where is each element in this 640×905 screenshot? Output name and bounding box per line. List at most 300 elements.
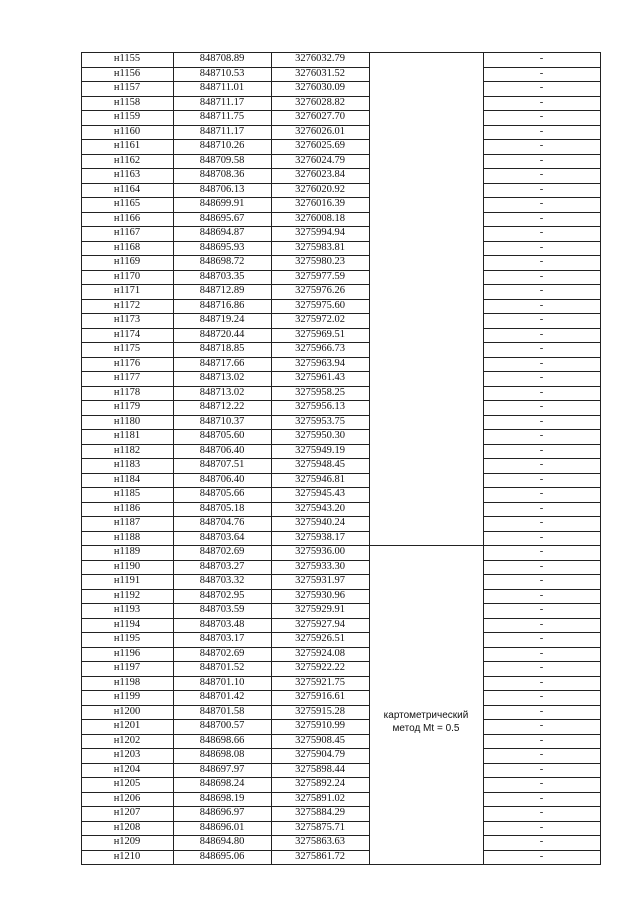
coord-x: 848704.76: [199, 517, 245, 528]
accuracy-note: -: [539, 502, 544, 514]
row-divider: [483, 96, 601, 97]
table-row: [81, 777, 600, 792]
accuracy-note: -: [539, 691, 544, 702]
coord-x: 848703.64: [199, 531, 245, 543]
coord-y: 3275929.91: [295, 604, 345, 615]
coord-x: 848717.66: [199, 357, 245, 369]
accuracy-note: -: [539, 763, 544, 775]
coord-x: 848711.17: [199, 125, 245, 137]
point-id: н1168: [113, 241, 141, 253]
accuracy-note: -: [539, 401, 544, 412]
table-row: [81, 806, 600, 821]
point-id: н1163: [113, 169, 141, 180]
row-divider: [483, 531, 601, 532]
row-divider: [483, 618, 601, 619]
table-row: [81, 618, 600, 633]
coord-x: 848711.01: [199, 82, 245, 93]
table-row: [81, 734, 600, 749]
coord-y: 3275963.94: [295, 357, 345, 369]
coord-y: 3275910.99: [295, 720, 345, 731]
point-id: н1166: [113, 212, 141, 224]
accuracy-note: -: [539, 850, 544, 862]
row-divider: [81, 560, 370, 561]
merged-cell-border: [369, 864, 484, 865]
column-divider: [369, 52, 370, 864]
point-id: н1197: [113, 662, 141, 673]
table-row: [81, 415, 600, 430]
point-id: н1177: [113, 372, 141, 383]
table-row: [81, 473, 600, 488]
accuracy-note: -: [539, 154, 544, 166]
row-divider: [483, 415, 601, 416]
coord-y: 3275933.30: [295, 560, 345, 572]
accuracy-note: -: [539, 560, 544, 572]
coord-y: 3276020.92: [295, 183, 345, 195]
coord-y: 3275892.24: [295, 778, 345, 789]
row-divider: [81, 777, 370, 778]
table-row: [81, 661, 600, 676]
row-divider: [81, 125, 370, 126]
table-row: [81, 560, 600, 575]
point-id: н1155: [113, 53, 141, 64]
coord-y: 3275977.59: [295, 270, 345, 282]
point-id: н1173: [113, 314, 141, 325]
point-id: н1170: [113, 270, 141, 282]
row-divider: [81, 516, 370, 517]
coord-y: 3275958.25: [295, 386, 345, 398]
row-divider: [483, 255, 601, 256]
table-row: [81, 632, 600, 647]
table-row: [81, 139, 600, 154]
point-id: н1160: [113, 125, 141, 137]
coord-y: 3275863.63: [295, 836, 345, 847]
table-row: [81, 676, 600, 691]
table-row: [81, 487, 600, 502]
coord-x: 848696.97: [199, 807, 245, 818]
accuracy-note: -: [539, 111, 544, 122]
row-divider: [483, 400, 601, 401]
row-divider: [81, 603, 370, 604]
table-row: [81, 705, 600, 720]
coord-y: 3276016.39: [295, 198, 345, 209]
table-row: [81, 357, 600, 372]
coord-x: 848703.48: [199, 618, 245, 630]
coord-x: 848694.87: [199, 227, 245, 238]
coord-x: 848695.67: [199, 212, 245, 224]
row-divider: [81, 168, 370, 169]
row-divider: [81, 531, 370, 532]
row-divider: [483, 81, 601, 82]
point-id: н1162: [113, 154, 141, 166]
point-id: н1179: [113, 401, 141, 412]
table-row: [81, 516, 600, 531]
row-divider: [81, 357, 370, 358]
accuracy-note: -: [539, 386, 544, 398]
coord-y: 3275926.51: [295, 633, 345, 644]
point-id: н1165: [113, 198, 141, 209]
accuracy-note: -: [539, 183, 544, 195]
table-row: [81, 154, 600, 169]
table-row: [81, 574, 600, 589]
point-id: н1210: [113, 850, 141, 862]
accuracy-note: -: [539, 676, 544, 688]
coord-y: 3275956.13: [295, 401, 345, 412]
table-row: [81, 458, 600, 473]
row-divider: [483, 386, 601, 387]
row-divider: [483, 603, 601, 604]
accuracy-note: -: [539, 531, 544, 543]
row-divider: [81, 154, 370, 155]
row-divider: [81, 632, 370, 633]
row-divider: [81, 850, 370, 851]
accuracy-note: -: [539, 459, 544, 470]
accuracy-note: -: [539, 778, 544, 789]
accuracy-note: -: [539, 662, 544, 673]
table-row: [81, 531, 600, 546]
coord-y: 3275927.94: [295, 618, 345, 630]
row-divider: [483, 197, 601, 198]
row-divider: [81, 197, 370, 198]
row-divider: [483, 342, 601, 343]
row-divider: [483, 371, 601, 372]
row-divider: [483, 792, 601, 793]
coord-x: 848703.17: [199, 633, 245, 644]
point-id: н1186: [113, 502, 141, 514]
row-divider: [81, 748, 370, 749]
table-row: [81, 690, 600, 705]
table-row: [81, 270, 600, 285]
row-divider: [483, 516, 601, 517]
point-id: н1206: [113, 792, 141, 804]
coord-y: 3275946.81: [295, 473, 345, 485]
point-id: н1156: [113, 67, 141, 79]
row-divider: [81, 618, 370, 619]
point-id: н1181: [113, 430, 141, 441]
row-divider: [81, 458, 370, 459]
row-divider: [483, 212, 601, 213]
table-row: [81, 719, 600, 734]
point-id: н1175: [113, 343, 141, 354]
coord-x: 848713.02: [199, 372, 245, 383]
row-divider: [483, 719, 601, 720]
point-id: н1195: [113, 633, 141, 644]
point-id: н1184: [113, 473, 141, 485]
table-row: [81, 545, 600, 560]
row-divider: [483, 632, 601, 633]
coord-x: 848701.58: [199, 705, 245, 717]
row-divider: [81, 864, 370, 865]
point-id: н1192: [113, 589, 141, 601]
row-divider: [81, 574, 370, 575]
accuracy-note: -: [539, 546, 544, 557]
coord-x: 848707.51: [199, 459, 245, 470]
coord-y: 3275898.44: [295, 763, 345, 775]
point-id: н1209: [113, 836, 141, 847]
point-id: н1158: [113, 96, 141, 108]
table-row: [81, 342, 600, 357]
accuracy-note: -: [539, 328, 544, 340]
row-divider: [81, 429, 370, 430]
row-divider: [483, 705, 601, 706]
coord-x: 848701.42: [199, 691, 245, 702]
coord-y: 3275915.28: [295, 705, 345, 717]
coord-x: 848698.66: [199, 734, 245, 746]
point-id: н1183: [113, 459, 141, 470]
coord-x: 848708.36: [199, 169, 245, 180]
coord-x: 848703.27: [199, 560, 245, 572]
point-id: н1187: [113, 517, 141, 528]
table-row: [81, 212, 600, 227]
row-divider: [81, 734, 370, 735]
row-divider: [81, 139, 370, 140]
point-id: н1178: [113, 386, 141, 398]
row-divider: [483, 183, 601, 184]
row-divider: [81, 545, 370, 546]
table-row: [81, 850, 600, 865]
table-row: [81, 284, 600, 299]
row-divider: [483, 777, 601, 778]
row-divider: [483, 139, 601, 140]
row-divider: [483, 690, 601, 691]
row-divider: [81, 502, 370, 503]
row-divider: [81, 806, 370, 807]
table-row: [81, 255, 600, 270]
row-divider: [81, 792, 370, 793]
row-divider: [483, 864, 601, 865]
point-id: н1204: [113, 763, 141, 775]
accuracy-note: -: [539, 227, 544, 238]
table-row: [81, 299, 600, 314]
point-id: н1172: [113, 299, 141, 311]
row-divider: [483, 241, 601, 242]
row-divider: [81, 255, 370, 256]
coord-y: 3275953.75: [295, 415, 345, 427]
point-id: н1191: [113, 575, 141, 586]
accuracy-note: -: [539, 241, 544, 253]
coord-y: 3275884.29: [295, 807, 345, 818]
point-id: н1157: [113, 82, 141, 93]
method-cell: [369, 709, 483, 735]
coord-y: 3275924.08: [295, 647, 345, 659]
point-id: н1171: [113, 285, 141, 296]
table-row: [81, 429, 600, 444]
row-divider: [81, 299, 370, 300]
coord-y: 3275938.17: [295, 531, 345, 543]
accuracy-note: -: [539, 749, 544, 760]
coord-x: 848703.59: [199, 604, 245, 615]
row-divider: [483, 67, 601, 68]
accuracy-note: -: [539, 415, 544, 427]
coord-x: 848719.24: [199, 314, 245, 325]
method-name: картометрический: [383, 709, 469, 721]
row-divider: [483, 473, 601, 474]
row-divider: [483, 763, 601, 764]
coord-x: 848710.26: [199, 140, 245, 151]
coord-x: 848698.08: [199, 749, 245, 760]
coord-x: 848701.52: [199, 662, 245, 673]
row-divider: [81, 661, 370, 662]
row-divider: [81, 676, 370, 677]
row-divider: [483, 676, 601, 677]
coord-x: 848709.58: [199, 154, 245, 166]
table-row: [81, 226, 600, 241]
coord-y: 3275948.45: [295, 459, 345, 470]
column-divider: [271, 52, 272, 864]
row-divider: [483, 125, 601, 126]
coord-x: 848711.75: [199, 111, 245, 122]
row-divider: [81, 96, 370, 97]
row-divider: [483, 458, 601, 459]
coord-y: 3275936.00: [295, 546, 345, 557]
coord-x: 848705.60: [199, 430, 245, 441]
accuracy-note: -: [539, 604, 544, 615]
coord-y: 3275994.94: [295, 227, 345, 238]
coord-x: 848705.18: [199, 502, 245, 514]
row-divider: [483, 357, 601, 358]
coord-y: 3275875.71: [295, 821, 345, 833]
table-row: [81, 67, 600, 82]
coord-y: 3275972.02: [295, 314, 345, 325]
accuracy-note: -: [539, 734, 544, 746]
point-id: н1193: [113, 604, 141, 615]
coord-x: 848702.95: [199, 589, 245, 601]
point-id: н1190: [113, 560, 141, 572]
point-id: н1207: [113, 807, 141, 818]
coord-x: 848694.80: [199, 836, 245, 847]
accuracy-note: -: [539, 720, 544, 731]
point-id: н1182: [113, 444, 141, 456]
coord-y: 3276026.01: [295, 125, 345, 137]
point-id: н1180: [113, 415, 141, 427]
coord-y: 3276008.18: [295, 212, 345, 224]
row-divider: [483, 487, 601, 488]
coord-x: 848698.24: [199, 778, 245, 789]
coord-x: 848720.44: [199, 328, 245, 340]
column-divider: [483, 52, 484, 864]
row-divider: [81, 81, 370, 82]
coord-x: 848716.86: [199, 299, 245, 311]
coord-x: 848702.69: [199, 546, 245, 557]
merged-cell-border: [369, 52, 484, 53]
row-divider: [81, 284, 370, 285]
accuracy-note: -: [539, 705, 544, 717]
row-divider: [483, 110, 601, 111]
coord-x: 848703.35: [199, 270, 245, 282]
accuracy-note: -: [539, 430, 544, 441]
point-id: н1185: [113, 488, 141, 499]
point-id: н1199: [113, 691, 141, 702]
coord-x: 848713.02: [199, 386, 245, 398]
row-divider: [81, 386, 370, 387]
accuracy-note: -: [539, 357, 544, 369]
accuracy-note: -: [539, 198, 544, 209]
accuracy-note: -: [539, 792, 544, 804]
coord-x: 848706.40: [199, 444, 245, 456]
row-divider: [81, 705, 370, 706]
table-row: [81, 125, 600, 140]
coord-y: 3276031.52: [295, 67, 345, 79]
row-divider: [81, 52, 370, 53]
row-divider: [483, 328, 601, 329]
row-divider: [81, 415, 370, 416]
coord-y: 3276025.69: [295, 140, 345, 151]
coord-x: 848695.06: [199, 850, 245, 862]
row-divider: [483, 502, 601, 503]
table-row: [81, 96, 600, 111]
table-row: [81, 763, 600, 778]
point-id: н1174: [113, 328, 141, 340]
accuracy-note: -: [539, 314, 544, 325]
accuracy-note: -: [539, 299, 544, 311]
method-accuracy: метод Mt = 0.5: [392, 722, 460, 734]
coord-x: 848698.19: [199, 792, 245, 804]
row-divider: [81, 835, 370, 836]
row-divider: [81, 342, 370, 343]
accuracy-note: -: [539, 807, 544, 818]
table-row: [81, 241, 600, 256]
coord-x: 848708.89: [199, 53, 245, 64]
table-row: [81, 647, 600, 662]
row-divider: [483, 589, 601, 590]
coord-y: 3275908.45: [295, 734, 345, 746]
coord-y: 3276023.84: [295, 169, 345, 180]
table-row: [81, 748, 600, 763]
accuracy-note: -: [539, 212, 544, 224]
accuracy-note: -: [539, 488, 544, 499]
column-divider: [81, 52, 82, 864]
point-id: н1208: [113, 821, 141, 833]
coord-y: 3275975.60: [295, 299, 345, 311]
accuracy-note: -: [539, 372, 544, 383]
coord-y: 3276028.82: [295, 96, 345, 108]
table-row: [81, 328, 600, 343]
coord-x: 848696.01: [199, 821, 245, 833]
accuracy-note: -: [539, 285, 544, 296]
accuracy-note: -: [539, 444, 544, 456]
row-divider: [483, 647, 601, 648]
accuracy-note: -: [539, 633, 544, 644]
column-divider: [173, 52, 174, 864]
point-id: н1198: [113, 676, 141, 688]
row-divider: [81, 212, 370, 213]
table-row: [81, 81, 600, 96]
coord-y: 3275891.02: [295, 792, 345, 804]
coord-y: 3275921.75: [295, 676, 345, 688]
row-divider: [81, 444, 370, 445]
row-divider: [81, 110, 370, 111]
coord-y: 3275940.24: [295, 517, 345, 528]
row-divider: [483, 574, 601, 575]
row-divider: [81, 473, 370, 474]
point-id: н1167: [113, 227, 141, 238]
accuracy-note: -: [539, 618, 544, 630]
row-divider: [483, 850, 601, 851]
row-divider: [81, 241, 370, 242]
coord-x: 848703.32: [199, 575, 245, 586]
coord-y: 3276032.79: [295, 53, 345, 64]
row-divider: [81, 371, 370, 372]
coord-y: 3275966.73: [295, 343, 345, 354]
coord-y: 3275931.97: [295, 575, 345, 586]
coord-y: 3275861.72: [295, 850, 345, 862]
merged-cell-border: [369, 545, 484, 546]
row-divider: [81, 226, 370, 227]
point-id: н1188: [113, 531, 141, 543]
accuracy-note: -: [539, 82, 544, 93]
table-row: [81, 835, 600, 850]
point-id: н1201: [113, 720, 141, 731]
coord-x: 848712.22: [199, 401, 245, 412]
